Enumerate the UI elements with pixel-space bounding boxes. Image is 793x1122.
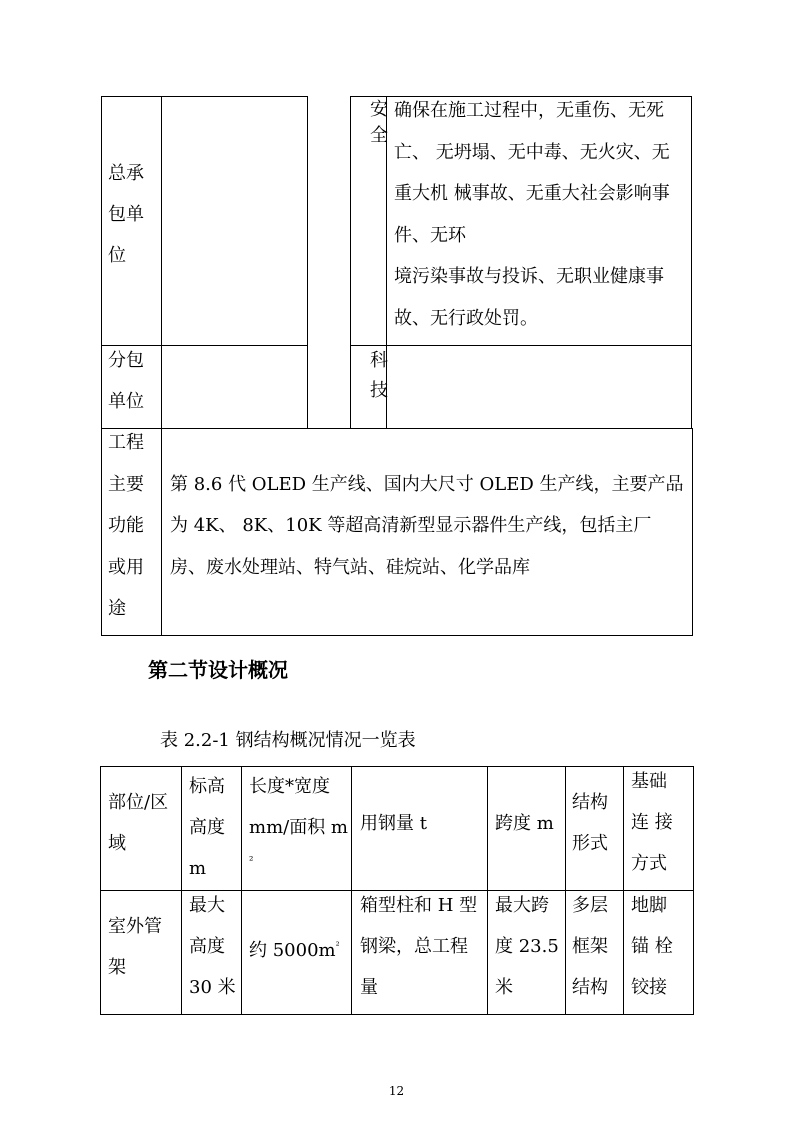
general-contractor-label: 总承包单位: [108, 163, 144, 266]
header-structure: 结构: [572, 792, 608, 813]
header-size: mm/面积 m: [249, 817, 348, 838]
row-structure: 多层: [572, 895, 608, 916]
row-foundation: 地脚: [631, 895, 667, 916]
function-label-line: 途: [108, 598, 126, 619]
row-size-sup: ²: [335, 941, 340, 952]
function-label-line: 主要: [108, 474, 144, 495]
safety-goal-line: 件、无环: [394, 225, 466, 246]
page-number: 12: [388, 1084, 405, 1098]
header-area: 部位/区: [108, 792, 169, 813]
safety-goal-line: 故、无行政处罚。: [394, 308, 538, 329]
header-steel: 用钢量 t: [360, 813, 427, 834]
function-text-line: 房、废水处理站、特气站、硅烷站、化学品库: [170, 557, 530, 578]
row-steel: 钢梁，总工程: [360, 936, 468, 957]
row-size: [249, 926, 340, 971]
header-foundation: 方式: [631, 853, 667, 874]
row-span: 度 23.5: [495, 936, 559, 957]
safety-goal-line: 确保在施工过程中，无重伤、无死: [394, 100, 664, 121]
header-size: ²: [249, 854, 254, 867]
header-area: 域: [108, 833, 126, 854]
header-elevation: 高度: [189, 817, 225, 838]
header-elevation: 标高: [189, 776, 225, 797]
row-area: 室外管: [108, 916, 162, 937]
row-span: 最大跨: [495, 895, 549, 916]
technology-label: 科技: [370, 350, 388, 401]
safety-goal-line: 亡、 无坍塌、无中毒、无火灾、无: [394, 142, 670, 163]
table-caption: 表 2.2-1 钢结构概况情况一览表: [160, 730, 416, 751]
function-label-line: 工程: [108, 432, 144, 453]
header-foundation: 连 接: [631, 812, 673, 833]
function-text-line: 第 8.6 代 OLED 生产线、国内大尺寸 OLED 生产线，主要产品: [170, 474, 684, 495]
row-size-value: 约 5000m: [249, 940, 336, 961]
function-label-line: 或用: [108, 557, 144, 578]
header-foundation: 基础: [631, 771, 667, 792]
safety-goal-line: 重大机 械事故、无重大社会影响事: [394, 183, 670, 204]
safety-label: 安全: [370, 99, 388, 146]
row-structure: 结构: [572, 977, 608, 998]
section-heading: 第二节设计概况: [148, 658, 288, 682]
row-area: 架: [108, 957, 126, 978]
subcontractor-label: 分包单位: [108, 350, 144, 412]
function-text-line: 为 4K、 8K、10K 等超高清新型显示器件生产线，包括主厂: [170, 515, 652, 536]
row-elevation: 30 米: [189, 977, 236, 998]
header-span: 跨度 m: [495, 813, 554, 834]
row-steel: 量: [360, 977, 378, 998]
row-span: 米: [495, 977, 513, 998]
row-elevation: 最大: [189, 895, 225, 916]
row-structure: 框架: [572, 936, 608, 957]
row-elevation: 高度: [189, 936, 225, 957]
header-structure: 形式: [572, 833, 608, 854]
row-foundation: 铰接: [631, 977, 667, 998]
header-elevation: m: [189, 858, 207, 879]
header-size: 长度*宽度: [249, 776, 330, 797]
safety-goal-line: 境污染事故与投诉、无职业健康事: [394, 266, 664, 287]
function-label-line: 功能: [108, 515, 144, 536]
row-steel: 箱型柱和 H 型: [360, 895, 478, 916]
row-foundation: 锚 栓: [631, 936, 673, 957]
